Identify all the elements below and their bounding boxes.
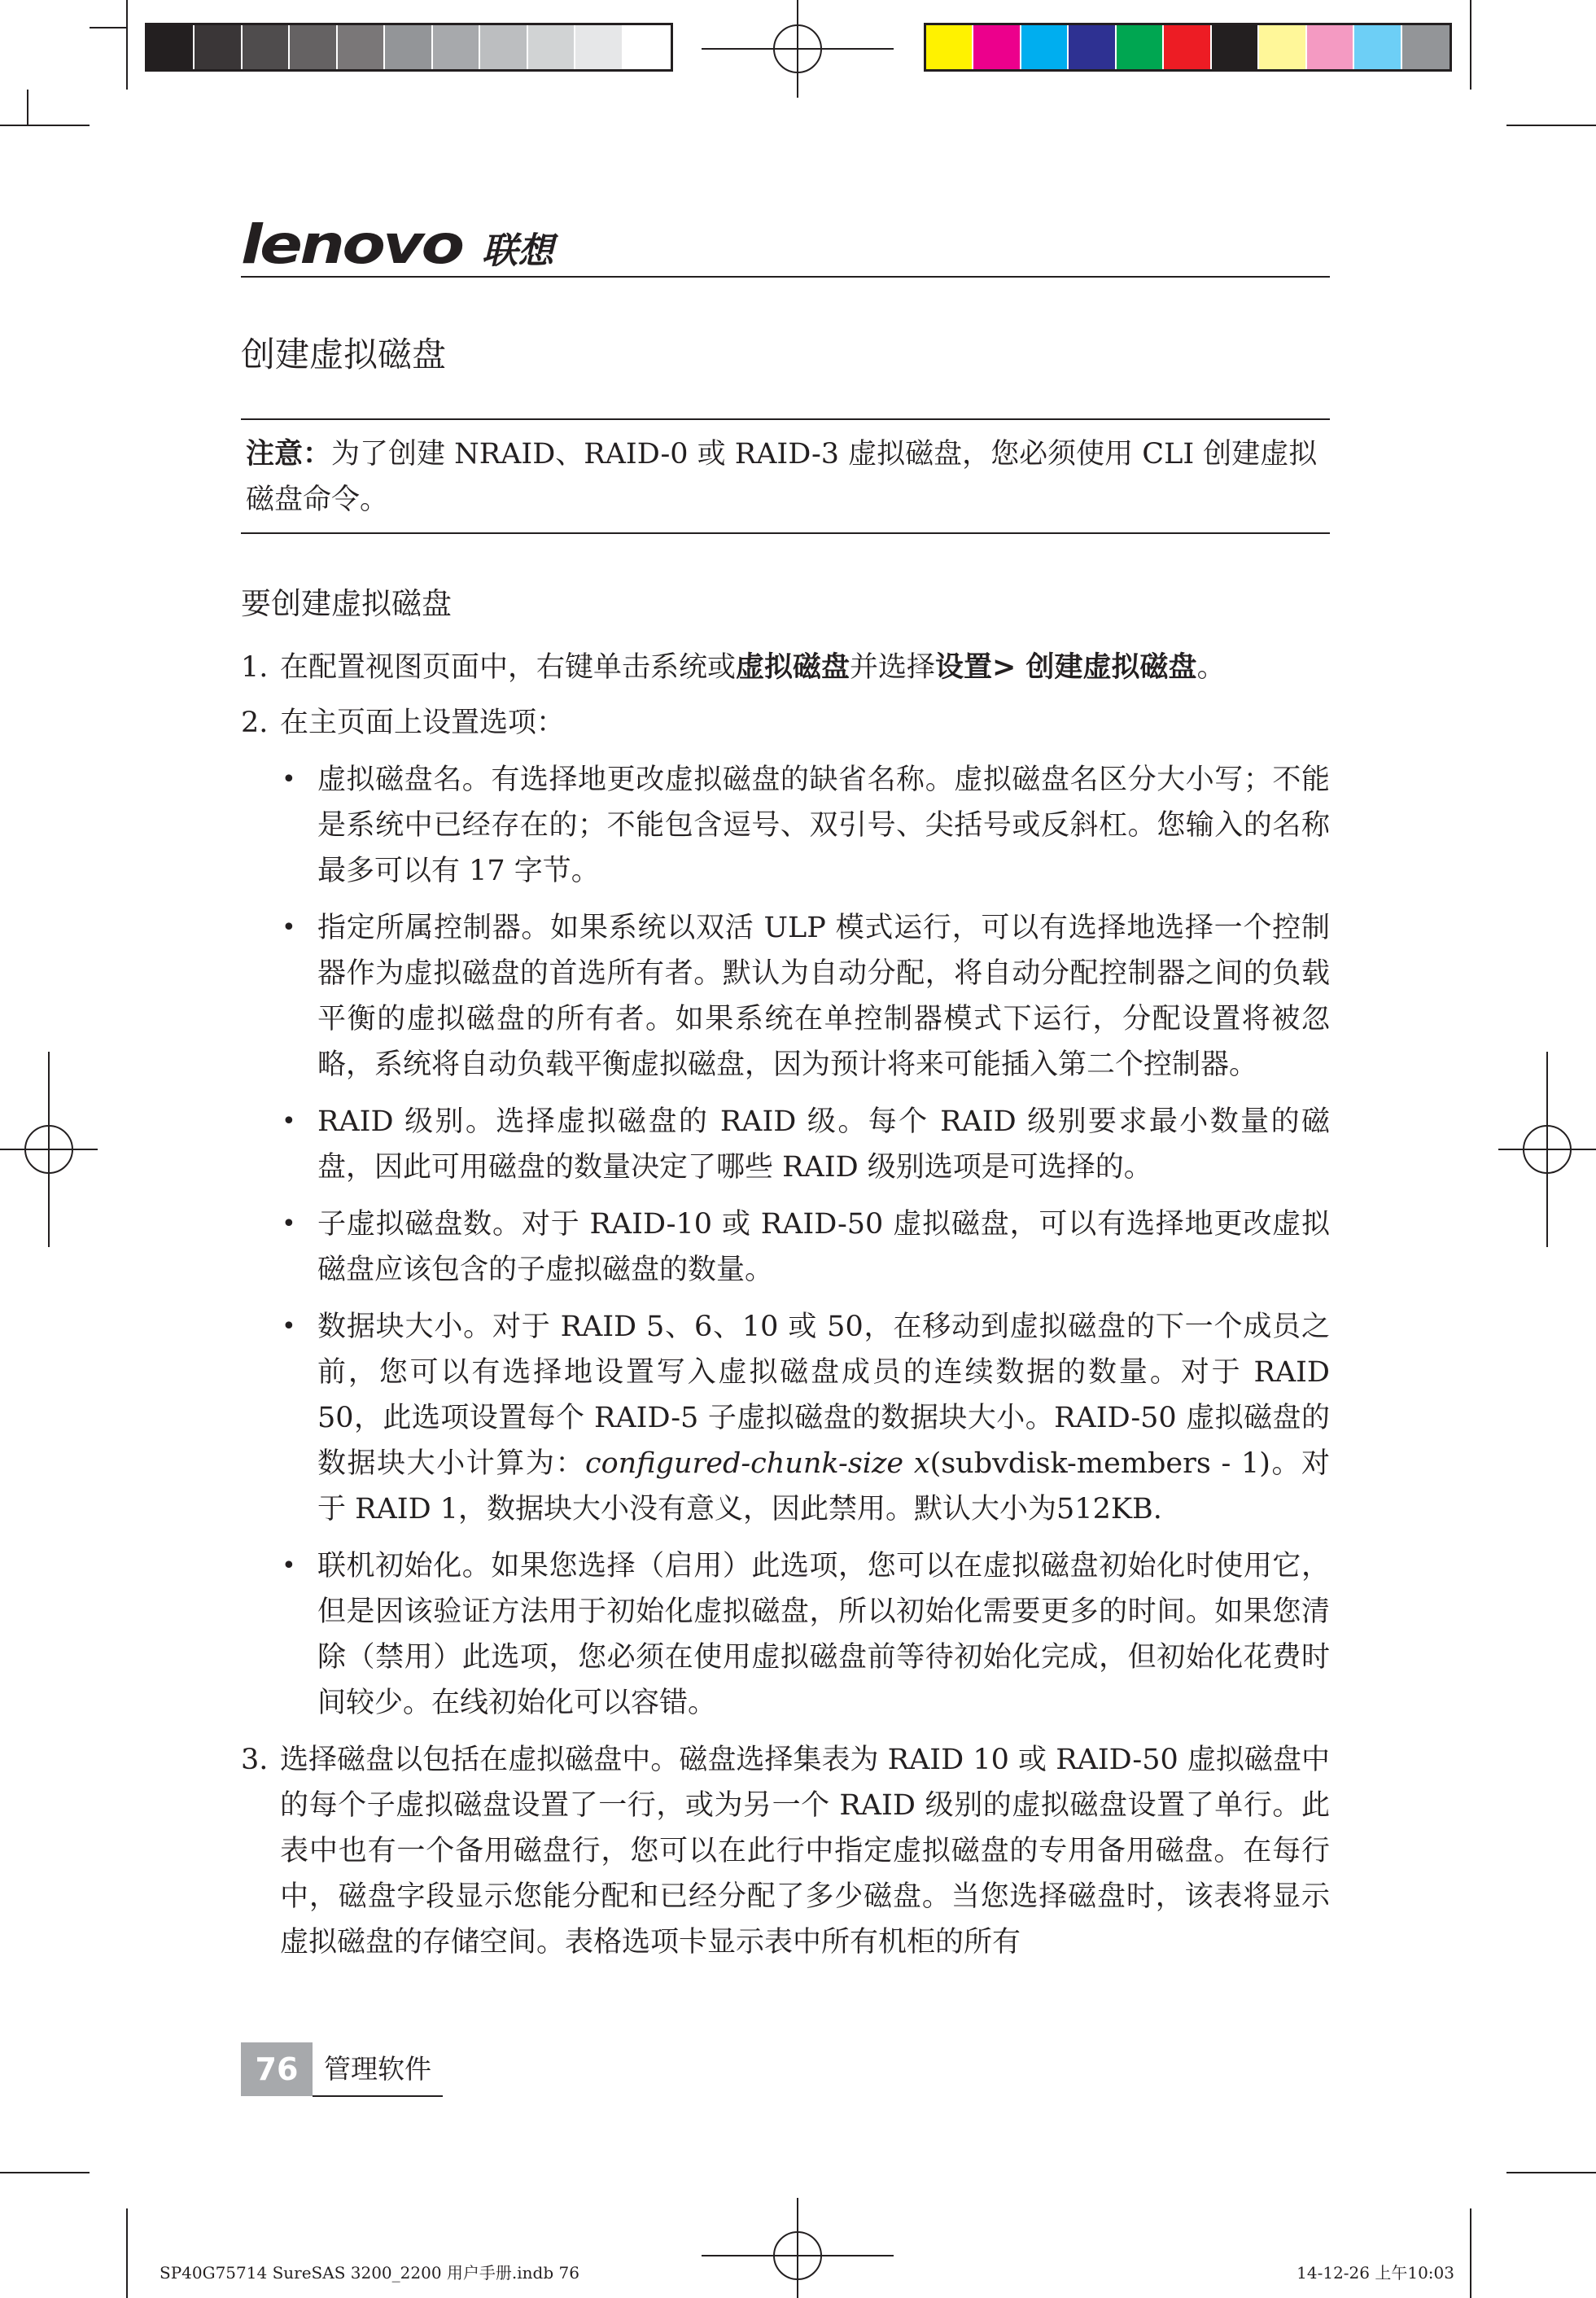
step-number: 3. <box>241 1744 269 1776</box>
color-swatch-7 <box>1212 25 1259 69</box>
bullet-icon: • <box>282 765 296 794</box>
option-text-a: 数据块大小。对于 RAID 5、6、10 或 50，在移动到虚拟磁盘的下一个成员之前，您可以有选择地设置写入虚拟磁盘成员的连续数据的数量。对于 RAID 50，此选项设置每个 RAID-5 子虚拟磁盘的数据块大小。RAID-50 虚拟磁盘的数据块大小计算为： <box>317 1311 1330 1480</box>
step-1-bold-vdisk: 虚拟磁盘 <box>736 651 850 684</box>
step-1-text-b: 并选择 <box>850 651 936 684</box>
procedure-heading: 要创建虚拟磁盘 <box>241 586 452 621</box>
crop-mark-top-left-v2 <box>27 90 28 126</box>
color-swatch-10 <box>1354 25 1401 69</box>
option-text: RAID 级别。选择虚拟磁盘的 RAID 级。每个 RAID 级别要求最小数量的磁盘，因此可用磁盘的数量决定了哪些 RAID 级别选项是可选择的。 <box>317 1105 1330 1184</box>
gray-swatch-11 <box>623 25 671 69</box>
procedure-steps <box>241 645 1330 1965</box>
color-swatch-1 <box>926 25 973 69</box>
gray-swatch-7 <box>433 25 480 69</box>
step-1-bold-menu-path: 设置> 创建虚拟磁盘 <box>935 651 1197 684</box>
logo-wordmark: lenovo <box>241 213 462 276</box>
gray-swatch-4 <box>290 25 337 69</box>
crop-mark-bottom-left-h <box>0 2172 90 2173</box>
step-1-text-a: 在配置视图页面中，右键单击系统或 <box>280 651 737 684</box>
step-2-text: 在主页面上设置选项： <box>280 707 566 739</box>
print-slug-date: 14-12-26 上午10:03 <box>1296 2263 1454 2283</box>
section-title: 创建虚拟磁盘 <box>241 335 447 374</box>
lenovo-logo <box>241 213 553 276</box>
step-3-text: 选择磁盘以包括在虚拟磁盘中。磁盘选择集表为 RAID 10 或 RAID-50 虚拟磁盘中的每个子虚拟磁盘设置了一行，或为另一个 RAID 级别的虚拟磁盘设置了单行。此表中也有一个备用磁盘行，您可以在此行中指定虚拟磁盘的专用备用磁盘。在每行中，磁盘字段显示您能分配和已经分配了多少磁盘。当您选择磁盘时，该表将显示虚拟磁盘的存储空间。表格选项卡显示表中所有机柜的所有 <box>280 1744 1330 1959</box>
crop-mark-top-left-v <box>126 0 128 90</box>
gray-swatch-9 <box>528 25 575 69</box>
option-text: 子虚拟磁盘数。对于 RAID-10 或 RAID-50 虚拟磁盘，可以有选择地更改虚拟磁盘应该包含的子虚拟磁盘的数量。 <box>317 1208 1330 1286</box>
step-number: 1. <box>241 651 269 684</box>
gray-swatch-1 <box>147 25 195 69</box>
color-swatch-2 <box>973 25 1021 69</box>
color-swatch-8 <box>1259 25 1306 69</box>
gray-swatch-5 <box>338 25 385 69</box>
option-vdisk-name <box>280 757 1330 894</box>
header-rule <box>241 276 1330 278</box>
print-slug-file: SP40G75714 SureSAS 3200_2200 用户手册.indb 76 <box>160 2263 579 2283</box>
color-swatch-6 <box>1164 25 1211 69</box>
option-sub-vdisk-count <box>280 1202 1330 1293</box>
step-3 <box>241 1737 1330 1965</box>
color-swatch-9 <box>1307 25 1354 69</box>
page-body <box>241 326 1330 1975</box>
color-swatch-3 <box>1021 25 1069 69</box>
option-owner-controller <box>280 905 1330 1088</box>
option-formula: configured-chunk-size x <box>585 1447 930 1480</box>
gray-swatch-3 <box>243 25 290 69</box>
running-footer-section: 管理软件 <box>324 2053 431 2085</box>
footer-rule <box>313 2095 443 2097</box>
bullet-icon: • <box>282 1552 296 1580</box>
option-text: 联机初始化。如果您选择（启用）此选项，您可以在虚拟磁盘初始化时使用它，但是因该验证方法用于初始化虚拟磁盘，所以初始化需要更多的时间。如果您清除（禁用）此选项，您必须在使用虚拟磁盘前等待初始化完成，但初始化花费时间较少。在线初始化可以容错。 <box>317 1550 1330 1719</box>
crop-mark-bottom-right-v <box>1470 2208 1471 2298</box>
bullet-icon: • <box>282 1210 296 1238</box>
option-online-init <box>280 1543 1330 1726</box>
bullet-icon: • <box>282 1312 296 1341</box>
color-swatch-11 <box>1402 25 1450 69</box>
step-1-text-c: 。 <box>1196 651 1226 684</box>
step-number: 2. <box>241 707 269 739</box>
note-label: 注意： <box>246 438 332 471</box>
gray-swatch-6 <box>385 25 432 69</box>
gray-swatch-2 <box>195 25 242 69</box>
crop-mark-top-left-h <box>0 125 90 126</box>
option-raid-level <box>280 1099 1330 1190</box>
crop-mark-bottom-left-v <box>126 2208 128 2298</box>
note-box <box>241 418 1330 534</box>
page-number: 76 <box>241 2042 313 2096</box>
note-text: 为了创建 NRAID、RAID-0 或 RAID-3 虚拟磁盘，您必须使用 CLI 创建虚拟磁盘命令。 <box>246 438 1318 516</box>
color-swatch-5 <box>1117 25 1164 69</box>
option-list <box>280 757 1330 1726</box>
crop-mark-top-right-v <box>1470 0 1471 90</box>
logo-chinese: 联想 <box>482 230 554 272</box>
option-text: 指定所属控制器。如果系统以双活 ULP 模式运行，可以有选择地选择一个控制器作为虚拟磁盘的首选所有者。默认为自动分配，将自动分配控制器之间的负载平衡的虚拟磁盘的所有者。如果系统在单控制器模式下运行，分配设置将被忽略，系统将自动负载平衡虚拟磁盘，因为预计将来可能插入第二个控制器。 <box>317 912 1330 1081</box>
grayscale-color-bar <box>145 23 673 72</box>
crop-mark-top-left-h2 <box>90 27 126 28</box>
step-1 <box>241 645 1330 690</box>
gray-swatch-10 <box>575 25 623 69</box>
option-text: 虚拟磁盘名。有选择地更改虚拟磁盘的缺省名称。虚拟磁盘名区分大小写；不能是系统中已经存在的；不能包含逗号、双引号、尖括号或反斜杠。您输入的名称最多可以有 17 字节。 <box>317 764 1330 887</box>
bullet-icon: • <box>282 913 296 942</box>
step-2 <box>241 700 1330 1726</box>
crop-mark-bottom-right-h <box>1506 2172 1596 2173</box>
color-swatch-4 <box>1069 25 1116 69</box>
option-text-b: (subvdisk-members - 1)。对于 RAID 1，数据块大小没有意义，因此禁用。默认大小为512KB. <box>317 1447 1330 1525</box>
bullet-icon: • <box>282 1107 296 1136</box>
gray-swatch-8 <box>480 25 527 69</box>
process-color-bar <box>924 23 1452 72</box>
crop-mark-top-right-h <box>1506 125 1596 126</box>
option-chunk-size <box>280 1304 1330 1532</box>
